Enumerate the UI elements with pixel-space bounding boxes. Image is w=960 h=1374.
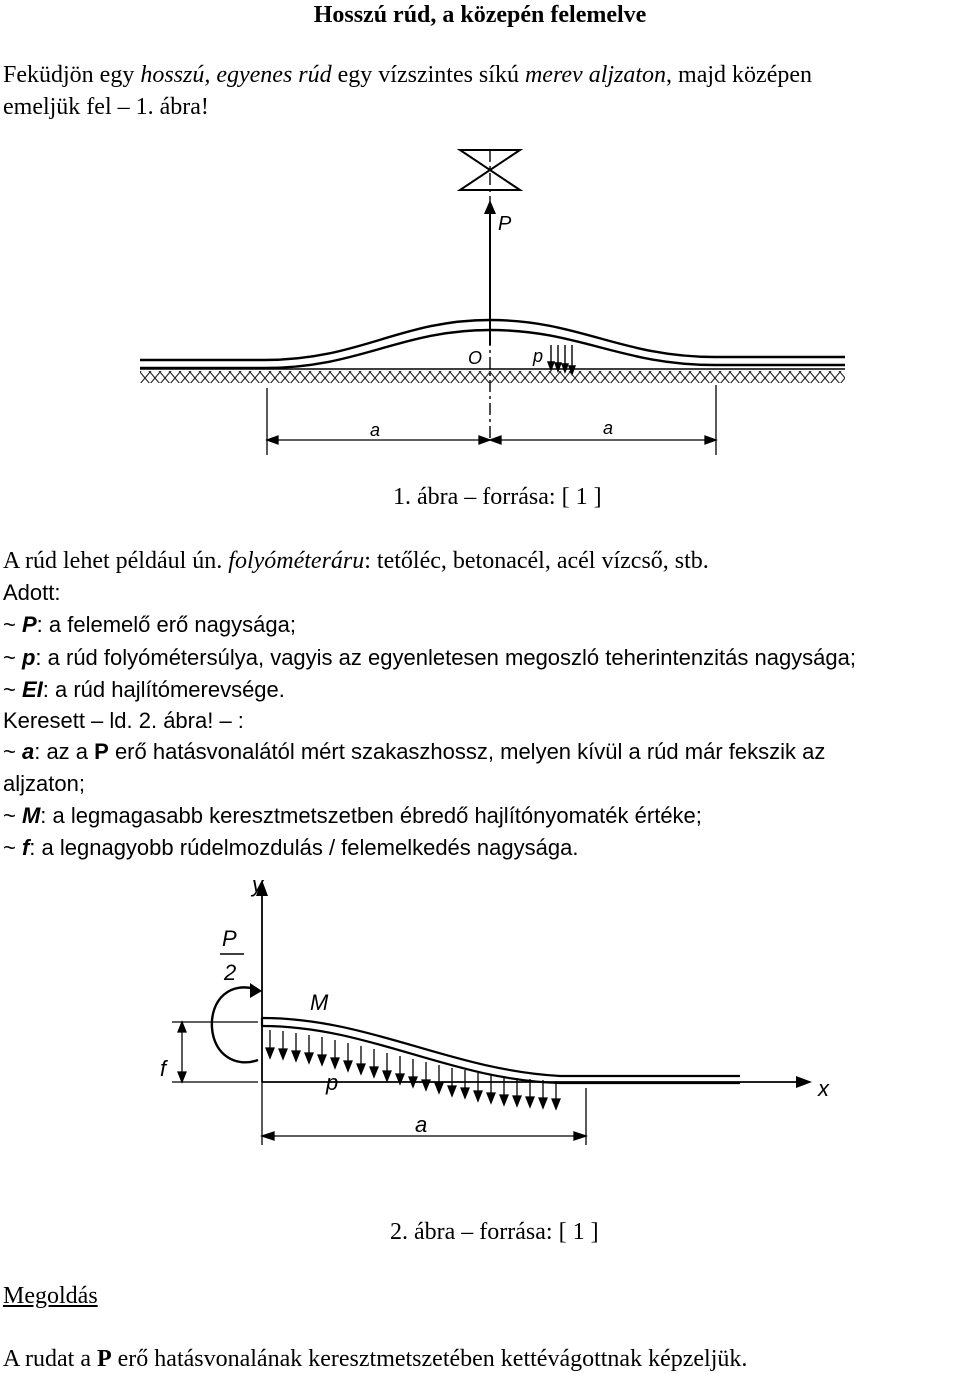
sought-item-continuation: aljzaton; bbox=[3, 771, 85, 796]
solution-text-part: erő hatásvonalának keresztmetszetében kettévágottnak képzeljük. bbox=[111, 1346, 748, 1372]
fig1-label-origin: O bbox=[468, 348, 483, 368]
solution-heading: Megoldás bbox=[3, 1283, 98, 1309]
item-prefix: ~ bbox=[3, 803, 22, 828]
moment-arrow-icon bbox=[212, 983, 262, 1062]
item-prefix: ~ bbox=[3, 645, 22, 670]
given-item bbox=[3, 610, 296, 640]
item-prefix: ~ bbox=[3, 677, 22, 702]
item-text: : a rúd hajlítómerevsége. bbox=[42, 677, 285, 702]
fig2-label-y-axis: y bbox=[252, 872, 263, 897]
intro-emph-base: merev aljzaton bbox=[524, 62, 667, 88]
sought-item bbox=[3, 737, 825, 767]
force-arrow-icon bbox=[484, 200, 496, 345]
example-emph: folyóméteráru bbox=[228, 548, 365, 574]
example-text: A rúd lehet például ún. bbox=[3, 548, 229, 574]
fig1-label-span-right: a bbox=[603, 418, 614, 438]
solution-text bbox=[3, 1344, 747, 1374]
ground-hatch bbox=[140, 371, 845, 383]
y-axis bbox=[256, 880, 268, 1082]
symbol-M: M bbox=[21, 803, 41, 828]
item-prefix: ~ bbox=[3, 739, 22, 764]
symbol-P: P bbox=[94, 739, 109, 764]
figure-1-lifted-rod-diagram bbox=[0, 0, 960, 480]
sought-item bbox=[3, 801, 702, 831]
fig2-label-load: p bbox=[326, 1070, 339, 1095]
page-title: Hosszú rúd, a közepén felemelve bbox=[313, 2, 647, 28]
item-text: : a rúd folyómétersúlya, vagyis az egyenletesen megoszló teherintenzitás nagysága; bbox=[35, 645, 856, 670]
symbol-f: f bbox=[21, 835, 30, 860]
item-text: : az a bbox=[34, 739, 95, 764]
fig2-label-force-numerator: P bbox=[222, 926, 237, 951]
rod-top-edge bbox=[140, 320, 845, 360]
span-dimension bbox=[267, 385, 716, 455]
figure-1-caption: 1. ábra – forrása: [ 1 ] bbox=[393, 484, 602, 510]
rod-bottom-edge bbox=[140, 330, 845, 368]
symbol-a: a bbox=[21, 739, 35, 764]
distributed-load-arrows bbox=[266, 1030, 560, 1109]
item-text: : a legnagyobb rúdelmozdulás / felemelkedés nagysága. bbox=[29, 835, 579, 860]
item-text: : a felemelő erő nagysága; bbox=[36, 612, 296, 637]
fig2-label-moment: M bbox=[310, 990, 329, 1015]
fig1-label-force: P bbox=[498, 213, 512, 235]
fig1-label-load: p bbox=[533, 346, 544, 366]
fig2-label-span: a bbox=[415, 1112, 428, 1137]
symbol-EI: EI bbox=[21, 677, 43, 702]
figure-2-caption: 2. ábra – forrása: [ 1 ] bbox=[390, 1219, 599, 1245]
fig1-label-span-left: a bbox=[370, 420, 381, 440]
item-prefix: ~ bbox=[3, 612, 22, 637]
example-line bbox=[3, 546, 709, 576]
intro-text: , majd középen bbox=[666, 62, 812, 88]
item-text: erő hatásvonalától mért szakaszhossz, melyen kívül a rúd már fekszik az bbox=[108, 739, 826, 764]
intro-text: Feküdjön egy bbox=[3, 62, 141, 88]
example-text: : tetőléc, betonacél, acél vízcső, stb. bbox=[364, 548, 709, 574]
fig2-label-deflection: f bbox=[160, 1056, 167, 1081]
symbol-p: p bbox=[21, 645, 36, 670]
item-text: : a legmagasabb keresztmetszetben ébredő hajlítónyomaték értéke; bbox=[40, 803, 702, 828]
given-item bbox=[3, 643, 856, 673]
intro-text: egy vízszintes síkú bbox=[331, 62, 525, 88]
sought-heading: Keresett – ld. 2. ábra! – : bbox=[3, 708, 244, 733]
figure-2-half-rod-diagram bbox=[0, 870, 960, 1190]
intro-emph-rod: hosszú, egyenes rúd bbox=[140, 62, 332, 88]
given-heading: Adott: bbox=[3, 580, 61, 605]
symbol-P: P bbox=[21, 612, 37, 637]
intro-line-2: emeljük fel – 1. ábra! bbox=[3, 94, 209, 120]
given-item bbox=[3, 675, 285, 705]
sought-item bbox=[3, 833, 578, 863]
item-prefix: ~ bbox=[3, 835, 22, 860]
fig2-label-x-axis: x bbox=[818, 1076, 829, 1101]
deflection-dimension bbox=[172, 1022, 258, 1082]
fig2-label-force-denominator: 2 bbox=[224, 960, 237, 985]
symbol-P: P bbox=[96, 1346, 112, 1372]
half-rod-top-edge bbox=[262, 1018, 740, 1076]
solution-text-part: A rudat a bbox=[3, 1346, 97, 1372]
